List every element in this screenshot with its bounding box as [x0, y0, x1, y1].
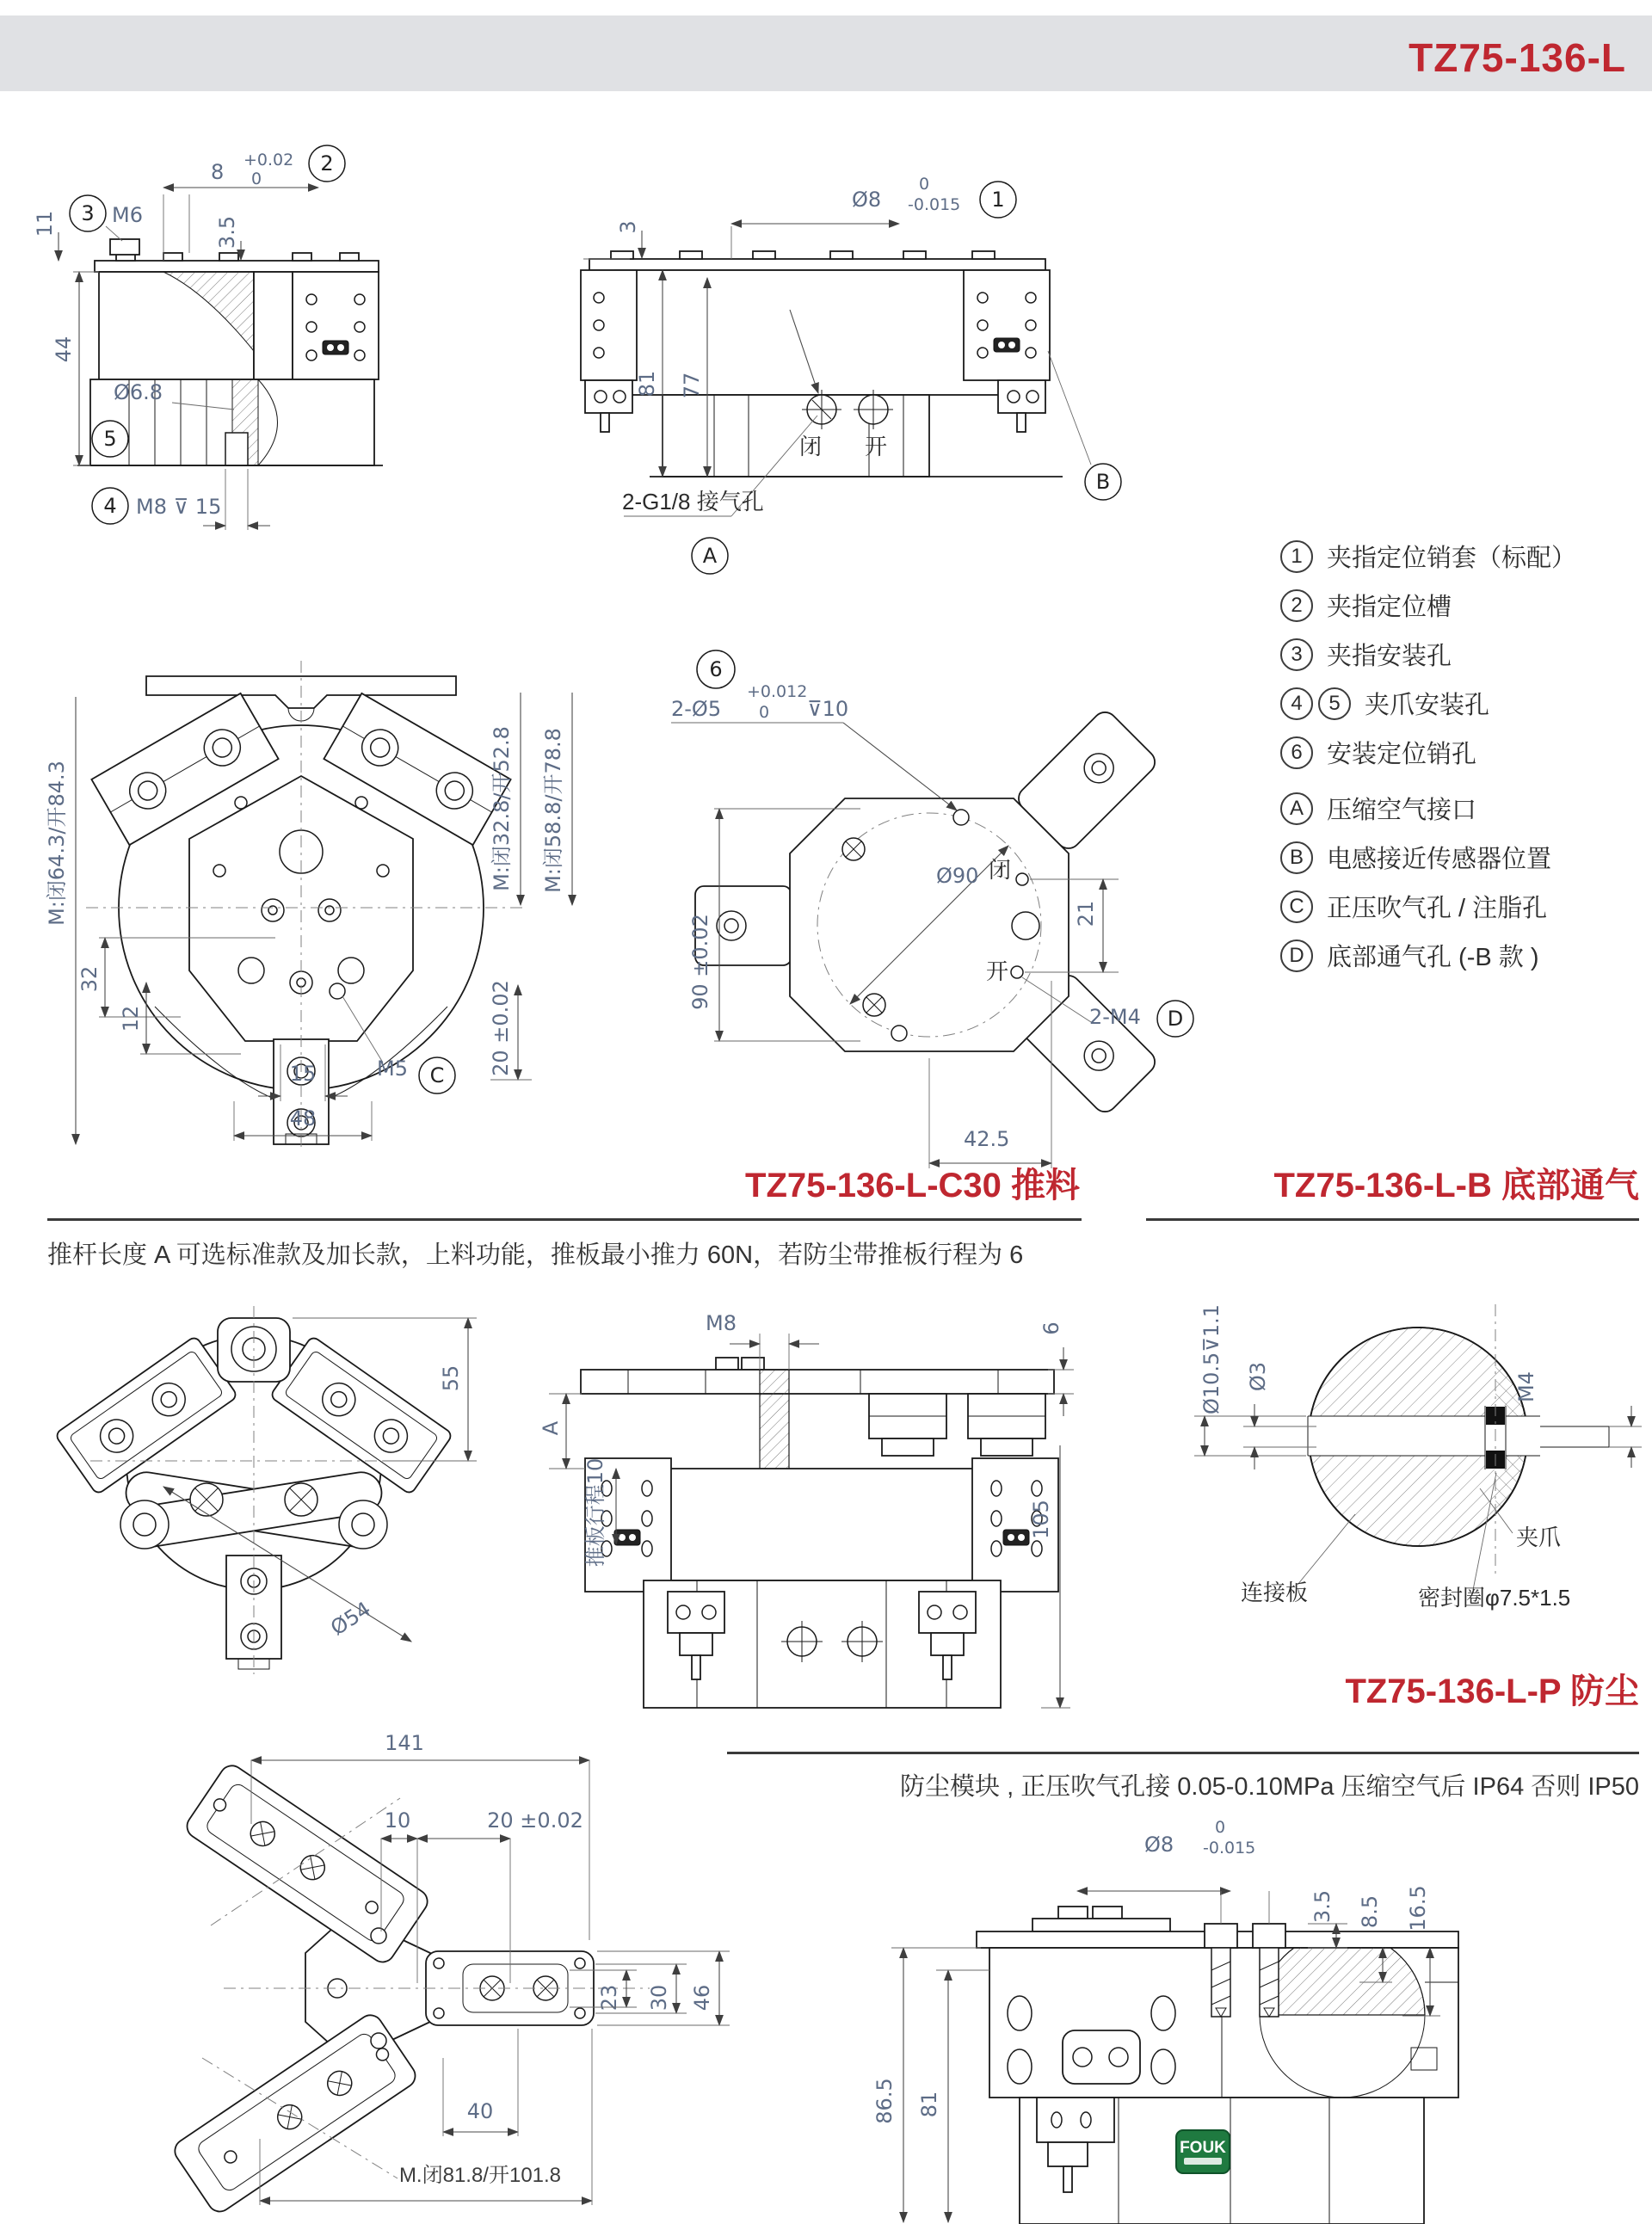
dim-20: 20 ±0.02: [487, 1808, 583, 1833]
balloon-2: 2: [320, 151, 334, 176]
part-geometry: [54, 1306, 453, 1674]
legend-badge-5: 5: [1318, 687, 1351, 720]
dim-90: 90 ±0.02: [688, 914, 712, 1010]
label-air-port: 2-G1/8 接气孔: [622, 489, 764, 514]
dim-10: 10: [384, 1808, 411, 1833]
balloon-5: 5: [103, 427, 117, 451]
dim-3-5: 3.5: [215, 215, 239, 250]
dim-3-5: 3.5: [1310, 1889, 1335, 1924]
drawing-top-right-section: [533, 93, 1136, 592]
dim-stroke: 推板行程10: [583, 1457, 607, 1568]
balloon-D: D: [1167, 1007, 1184, 1031]
dim-10-5: Ø10.5⊽1.1: [1199, 1303, 1224, 1415]
dim-81: 81: [635, 370, 659, 397]
dim-dia8-tol-top: 0: [1215, 1818, 1226, 1837]
dim-3: Ø3: [1246, 1361, 1270, 1392]
legend-item-1: 1 夹指定位销套（标配）: [1280, 532, 1650, 581]
legend-item-4-5: 4 5 夹爪安装孔: [1280, 679, 1650, 728]
balloon-3: 3: [81, 201, 95, 225]
section-title-b: TZ75-136-L-B 底部通气: [1273, 1167, 1639, 1204]
page-title: TZ75-136-L: [1409, 35, 1626, 80]
dim-dia8-tol-bot: -0.015: [908, 195, 961, 214]
dim-40: 40: [466, 2099, 494, 2123]
dim-m5: M5: [377, 1057, 408, 1081]
dim-pin-depth: ⊽10: [807, 697, 849, 721]
legend-badge-2: 2: [1280, 589, 1313, 622]
divider-c30: [47, 1218, 1082, 1221]
legend-badge-1: 1: [1280, 540, 1313, 573]
dim-141: 141: [385, 1731, 424, 1755]
balloon-C: C: [429, 1063, 445, 1087]
dim-21: 21: [1074, 900, 1098, 927]
label-plate: 连接板: [1241, 1580, 1309, 1605]
logo-text: FOUK: [1180, 2139, 1226, 2157]
legend-badge-4: 4: [1280, 687, 1313, 720]
dim-86-5: 86.5: [872, 2078, 897, 2124]
label-seal: 密封圈φ7.5*1.5: [1418, 1585, 1571, 1611]
balloon-1: 1: [991, 188, 1005, 212]
dim-12: 12: [119, 1005, 143, 1032]
legend: [1280, 532, 1650, 980]
dim-20: 20 ±0.02: [489, 980, 513, 1076]
dim-48: 48: [289, 1106, 317, 1130]
legend-item-3: 3 夹指安装孔: [1280, 630, 1650, 679]
dim-81: 81: [917, 2091, 941, 2118]
drawing-c30-side: [499, 1273, 1084, 1712]
fouk-logo: [1176, 2130, 1230, 2173]
dim-m-right: M:闭58.8/开78.8: [541, 728, 565, 893]
legend-badge-3: 3: [1280, 638, 1313, 671]
legend-item-D: D 底部通气孔 (-B 款 ): [1280, 931, 1650, 980]
drawing-p-front: [95, 1721, 740, 2224]
dim-23: 23: [597, 1984, 621, 2011]
dim-15: 15: [289, 1062, 317, 1086]
dim-8-tol-top: +0.02: [243, 151, 294, 169]
dim-8-tol-bot: 0: [251, 169, 262, 188]
dim-77: 77: [680, 372, 704, 399]
section-title-p: TZ75-136-L-P 防尘: [1345, 1673, 1639, 1710]
dim-42-5: 42.5: [964, 1127, 1010, 1151]
divider-p: [727, 1752, 1639, 1754]
drawing-bottom-view: [620, 594, 1222, 1187]
legend-badge-A: A: [1280, 792, 1313, 825]
dim-pin: 2-Ø5: [671, 697, 722, 721]
dim-2m4: 2-M4: [1089, 1005, 1141, 1029]
dim-m6: M6: [112, 203, 143, 227]
dim-16-5: 16.5: [1406, 1885, 1430, 1931]
legend-badge-D: D: [1280, 940, 1313, 972]
drawing-c30-front: [43, 1273, 490, 1678]
legend-badge-B: B: [1280, 841, 1313, 874]
dim-m-open: M.闭81.8/开101.8: [398, 2164, 562, 2187]
part-geometry: [977, 1907, 1458, 2224]
label-close: 闭: [988, 857, 1011, 883]
dim-3: 3: [616, 220, 640, 234]
dim-32: 32: [77, 965, 102, 993]
part-geometry: [581, 1358, 1058, 1708]
dim-dia8: Ø8: [1144, 1833, 1174, 1857]
dim-dia8: Ø8: [852, 188, 882, 212]
legend-badge-6: 6: [1280, 736, 1313, 769]
label-close: 闭: [798, 434, 823, 459]
dim-44: 44: [52, 336, 76, 363]
drawing-b-detail: [1144, 1230, 1652, 1652]
section-desc-c30: 推杆长度 A 可选标准款及加长款，上料功能，推板最小推力 60N，若防尘带推板行程为 6: [47, 1241, 1024, 1269]
dim-m8-15: M8 ⊽ 15: [136, 495, 222, 519]
balloon-B: B: [1095, 470, 1111, 494]
section-desc-p: 防尘模块 , 正压吹气孔接 0.05-0.10MPa 压缩空气后 IP64 否则 IP50: [900, 1773, 1639, 1801]
balloon-A: A: [702, 544, 718, 568]
dim-11: 11: [33, 210, 57, 237]
legend-item-B: B 电感接近传感器位置: [1280, 833, 1650, 882]
dim-6-8: Ø6.8: [114, 380, 163, 404]
legend-item-2: 2 夹指定位槽: [1280, 581, 1650, 630]
part-geometry: [1308, 1304, 1609, 1576]
legend-badge-C: C: [1280, 890, 1313, 923]
balloon-6: 6: [709, 657, 723, 681]
dim-8: 8: [211, 160, 225, 184]
dim-m-left: M:闭64.3/开84.3: [45, 761, 69, 926]
label-open: 开: [985, 958, 1008, 984]
legend-item-C: C 正压吹气孔 / 注脂孔: [1280, 882, 1650, 931]
dim-30: 30: [647, 1984, 671, 2011]
dim-pin-tol-top: +0.012: [747, 682, 808, 701]
drawing-gripper-front: [26, 594, 594, 1157]
section-title-c30: TZ75-136-L-C30 推料: [745, 1167, 1080, 1204]
dim-6: 6: [1039, 1321, 1063, 1335]
dim-dia8-tol-top: 0: [919, 175, 930, 194]
dim-A: A: [539, 1420, 563, 1436]
dim-dia90: Ø90: [936, 864, 979, 888]
dim-105: 105: [1029, 1500, 1053, 1539]
label-jaw: 夹爪: [1516, 1525, 1562, 1550]
legend-item-6: 6 安装定位销孔: [1280, 728, 1650, 777]
dim-dia8-tol-bot: -0.015: [1203, 1839, 1256, 1857]
dim-pin-tol-bot: 0: [759, 703, 770, 722]
dim-m4: M4: [1514, 1371, 1538, 1402]
dim-m8: M8: [706, 1311, 737, 1335]
dim-46: 46: [690, 1984, 714, 2011]
drawing-p-side: [860, 1755, 1652, 2224]
balloon-4: 4: [103, 494, 117, 518]
divider-b: [1146, 1218, 1639, 1221]
dim-54: Ø54: [326, 1597, 375, 1641]
dim-8-5: 8.5: [1358, 1894, 1382, 1929]
dim-m-mid: M:闭32.8/开52.8: [490, 726, 514, 891]
legend-item-A: A 压缩空气接口: [1280, 784, 1650, 833]
label-open: 开: [864, 434, 888, 459]
header-band: [0, 15, 1652, 91]
drawing-top-left-section: [34, 93, 396, 575]
dim-55: 55: [439, 1365, 463, 1392]
